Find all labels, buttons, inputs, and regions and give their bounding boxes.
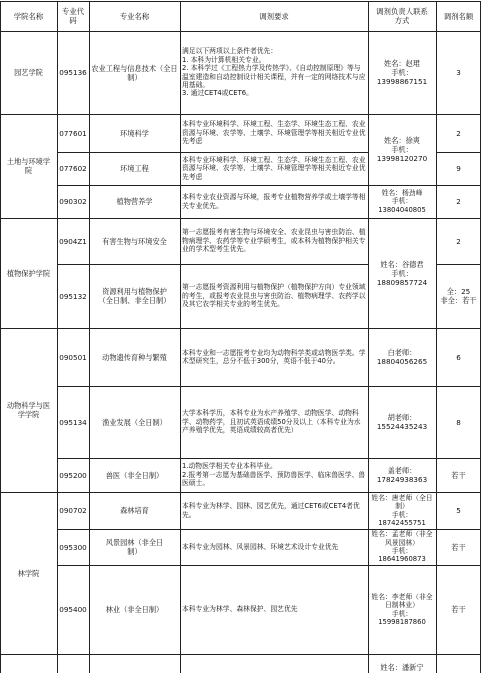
major-silviculture: 森林培育	[120, 506, 149, 515]
req-pest-environment: 第一志愿报考有害生物与环境安全、农业昆虫与害虫防治、植物病理学、农药学等专业学硕考生，或本科为植物保护相关专业的学术型考生优先。	[182, 228, 366, 254]
req-resource-protection: 第一志愿报考资源利用与植物保护（植物保护方向）专业领域的考生，或报考农业昆虫与害虫防治、植物病理学、农药学以及其它农学相关专业的考生优先。	[182, 283, 366, 309]
code-095136: 095136	[59, 68, 87, 77]
major-resource-protection: 资源利用与植物保护（全日制、非全日制）	[98, 287, 171, 305]
grid-line	[368, 1, 369, 673]
header-major: 专业名称	[119, 11, 150, 21]
college-horticulture: 园艺学院	[14, 68, 43, 77]
grid-line	[436, 152, 481, 153]
contact-li: 姓名：李老师（非全日制林业） 手机： 15998187860	[371, 592, 433, 626]
grid-line	[436, 264, 481, 265]
code-095132: 095132	[59, 291, 87, 301]
grid-line	[57, 529, 481, 530]
major-pest-environment: 有害生物与环境安全	[102, 236, 167, 246]
header-requirements: 调剂要求	[259, 11, 289, 21]
quota-077601: 2	[456, 128, 461, 138]
grid-line	[180, 1, 181, 673]
contact-meng: 姓名：孟老师（非全风景园林） 手机： 18641960873	[371, 530, 433, 564]
quota-095136: 3	[456, 68, 461, 77]
contact-tang: 姓名：唐老师（全日制） 手机： 18742455751	[371, 493, 433, 527]
code-090501: 090501	[59, 352, 87, 362]
grid-line	[89, 1, 90, 673]
quota-095400: 若干	[451, 605, 466, 614]
req-landscape: 本科专业为园林、风景园林、环境艺术设计专业优先	[182, 542, 339, 551]
req-forestry: 本科专业为林学、森林保护、园艺优先	[182, 605, 298, 614]
contact-hu: 胡老师： 15524435243	[376, 413, 428, 431]
grid-line	[436, 1, 437, 673]
quota-095132: 全：25 非全：若干	[440, 287, 477, 305]
college-plant-protection: 植物保护学院	[6, 268, 51, 278]
grid-line	[0, 218, 481, 219]
code-095400: 095400	[59, 605, 87, 614]
major-ag-engineering: 农业工程与信息技术（全日制）	[91, 63, 178, 82]
quota-095300: 若干	[451, 542, 466, 552]
major-landscape: 风景园林（非全日制）	[105, 538, 164, 556]
grid-line	[57, 386, 481, 387]
code-095300: 095300	[59, 542, 87, 552]
header-contact: 调剂负责人联系方式	[376, 7, 428, 25]
college-land-environment: 土地与环境学院	[6, 157, 51, 175]
req-veterinary: 1.动物医学相关专业本科毕业。 2.报考第一志愿为基础兽医学、预防兽医学、临床兽医学、兽医硕士。	[182, 462, 366, 488]
quota-095134: 8	[456, 417, 461, 427]
contact-zhao: 姓名：赵珺 手机： 13998867151	[376, 59, 428, 86]
req-env-science: 本科专业环境科学、环境工程、生态学、环境生态工程、农业资源与环境、农学等、土壤学、环境管理学等相关相近专业优先考虑	[182, 120, 366, 146]
code-077602: 077602	[59, 164, 87, 173]
req-fishery: 大学本科学历，本科专业为水产养殖学、动物医学、动物科学、动物药学，且初试英语成绩50分及以上（本科专业为水产养殖学优先，英语成绩较高者优先）	[182, 409, 361, 435]
quota-090302: 2	[456, 197, 461, 206]
contact-pan: 姓名：潘新宁	[380, 663, 424, 672]
quota-095200: 若干	[451, 470, 466, 480]
grid-line	[0, 114, 481, 115]
contact-xu: 姓名：徐爽 手机： 13998120270	[376, 136, 428, 163]
req-animal-breeding: 本科专业和一志愿报考专业均为动物科学类或动物医学类。学术型研究生，总分不低于300分，英语不低于40分。	[182, 348, 366, 365]
major-plant-nutrition: 植物营养学	[116, 197, 153, 206]
quota-0904Z1: 2	[456, 236, 461, 246]
grid-line	[57, 1, 58, 673]
major-env-science: 环境科学	[120, 128, 149, 138]
contact-yang: 姓名：杨劲峰 手机： 13804040805	[378, 188, 426, 214]
grid-line	[57, 185, 481, 186]
header-code: 专业代码	[61, 7, 85, 25]
req-env-engineering: 本科专业环境科学、环境工程、生态学、环境生态工程、农业资源与环境、农学等、土壤学、环境管理学等相关相近专业优先考虑	[182, 155, 366, 181]
contact-bai: 白老师： 18804056265	[376, 348, 428, 366]
quota-090501: 6	[456, 352, 461, 362]
college-forestry: 林学院	[17, 568, 40, 578]
major-forestry: 林业（非全日制）	[105, 605, 164, 614]
header-college: 学院名称	[13, 11, 44, 21]
req-plant-nutrition: 本科专业农业资源与环境，报考专业植物营养学或土壤学等相关专业优先。	[182, 193, 366, 210]
contact-gu: 姓名：谷德君 手机： 18809857724	[376, 259, 428, 287]
major-animal-breeding: 动物遗传育种与繁殖	[102, 352, 167, 362]
grid-line	[57, 152, 368, 153]
grid-line	[57, 565, 481, 566]
grid-line	[0, 328, 481, 329]
grid-line	[57, 458, 481, 459]
major-fishery: 渔业发展（全日制）	[102, 417, 167, 427]
code-077601: 077601	[59, 128, 87, 138]
code-095200: 095200	[59, 470, 87, 480]
req-silviculture: 本科专业为林学、园林、园艺优先，通过CET6或CET4者优先。	[182, 502, 360, 519]
grid-line	[57, 264, 368, 265]
code-0904Z1: 0904Z1	[59, 236, 87, 246]
grid-line	[0, 31, 481, 32]
code-090302: 090302	[59, 197, 87, 206]
grid-line	[0, 492, 481, 493]
grid-line	[0, 654, 481, 655]
req-ag-engineering: 满足以下两项以上条件者优先： 1. 本科为计算机相关专业。 2. 本科学过《工程热力学及传热学》、《自动控制原理》等与温室建造和自动控制设计相关课程，并有一定的网络技术与应用基础。 3. 通过CET4或CET6。	[182, 47, 366, 98]
grid-line	[0, 1, 1, 673]
code-095134: 095134	[59, 417, 87, 427]
quota-090702: 5	[456, 506, 461, 515]
major-veterinary: 兽医（非全日制）	[105, 470, 164, 480]
major-env-engineering: 环境工程	[120, 164, 149, 173]
contact-gai: 盖老师： 17824938363	[376, 466, 428, 484]
grid-line	[0, 1, 481, 2]
header-quota: 调剂名额	[443, 11, 474, 21]
code-090702: 090702	[59, 506, 87, 515]
college-animal-science: 动物科学与医学学院	[6, 401, 51, 419]
quota-077602: 9	[456, 164, 461, 173]
